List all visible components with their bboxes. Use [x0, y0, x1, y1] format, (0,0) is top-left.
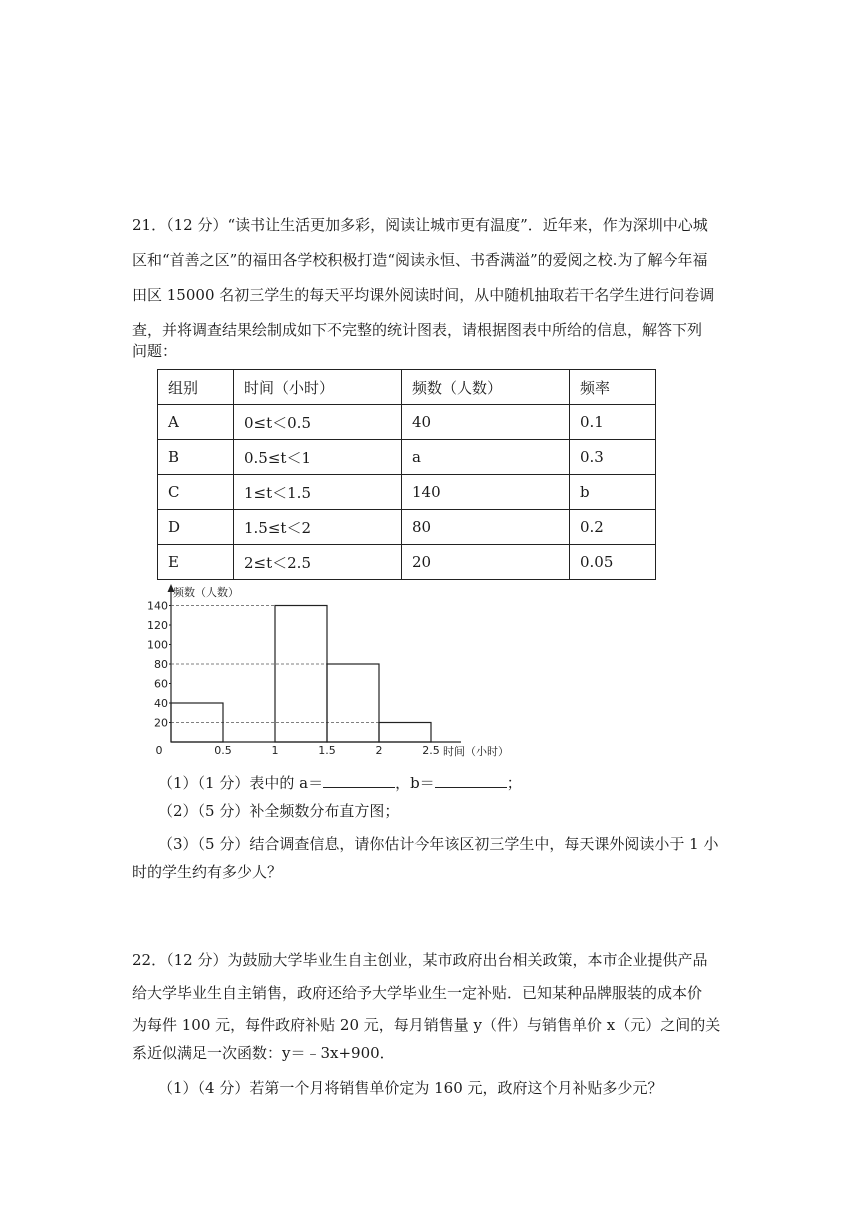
q21-line-4: 查，并将调查结果绘制成如下不完整的统计图表，请根据图表中所给的信息，解答下列: [132, 321, 703, 339]
x-tick-label: 1: [271, 744, 279, 757]
table-cell: 0.1: [570, 405, 656, 440]
table-cell: 0≤t＜0.5: [234, 405, 402, 440]
table-header-cell: 时间（小时）: [234, 370, 402, 405]
x-axis-title: 时间（小时）: [443, 745, 509, 758]
answer-blank-b[interactable]: [435, 773, 507, 788]
y-tick-label: 20: [154, 716, 168, 730]
q22-line-3: 为每件 100 元，每件政府补贴 20 元，每月销售量 y（件）与销售单价 x（元）之间的关: [132, 1016, 721, 1034]
y-tick-label: 40: [154, 697, 168, 710]
x-tick-label: 2: [375, 744, 383, 757]
histogram-labels: [147, 585, 509, 758]
table-cell: 0.3: [570, 440, 656, 475]
table-cell: E: [158, 545, 234, 580]
q21-sub1-text-a: （1）（1 分）表中的 a＝: [158, 774, 324, 792]
histogram-axes: [168, 584, 462, 742]
q21-sub1: [158, 773, 522, 793]
q21-line-5: 问题：: [132, 342, 178, 360]
table-cell: 40: [402, 405, 570, 440]
q21-line-1: 21．（12 分）“读书让生活更加多彩，阅读让城市更有温度”．近年来，作为深圳中心城: [132, 216, 708, 234]
table-cell: 80: [402, 510, 570, 545]
x-tick-label: 0: [155, 744, 163, 757]
histogram-bars: [171, 606, 431, 743]
y-tick-label: 120: [147, 619, 168, 632]
x-tick-label: 0.5: [214, 744, 232, 757]
table-header-cell: 频率: [570, 370, 656, 405]
histogram-bar: [327, 664, 379, 742]
y-tick-label: 140: [147, 599, 168, 613]
q21-sub1-text-b: ，b＝: [395, 774, 435, 792]
table-cell: 1≤t＜1.5: [234, 475, 402, 510]
x-tick-label: 1.5: [318, 744, 336, 757]
q22-line-2: 给大学毕业生自主销售，政府还给予大学毕业生一定补贴．已知某种品牌服装的成本价: [132, 984, 703, 1002]
table-cell: A: [158, 405, 234, 440]
answer-blank-a[interactable]: [323, 773, 395, 788]
table-cell: 0.2: [570, 510, 656, 545]
histogram-bar: [275, 606, 327, 743]
table-cell: b: [570, 475, 656, 510]
q21-sub1-text-c: ；: [506, 774, 522, 792]
x-tick-label: 2.5: [422, 744, 440, 757]
y-axis-title: 频数（人数）: [173, 586, 239, 599]
y-tick-label: 80: [154, 658, 168, 671]
table-row: [158, 475, 656, 510]
q21-sub2: （2）（5 分）补全频数分布直方图；: [158, 802, 400, 820]
table-cell: 140: [402, 475, 570, 510]
q21-line-2: 区和“首善之区”的福田各学校积极打造“阅读永恒、书香满溢”的爱阅之校.为了解今年福: [132, 251, 708, 269]
table-cell: B: [158, 440, 234, 475]
table-header-row: [158, 370, 656, 405]
table-row: [158, 440, 656, 475]
table-cell: 20: [402, 545, 570, 580]
table-row: [158, 510, 656, 545]
q21-sub3-line-2: 时的学生约有多少人？: [132, 863, 283, 881]
table-header-cell: 组别: [158, 370, 234, 405]
table-header-cell: 频数（人数）: [402, 370, 570, 405]
q21-line-3: 田区 15000 名初三学生的每天平均课外阅读时间，从中随机抽取若干名学生进行问卷调: [132, 286, 715, 304]
q22-line-1: 22．（12 分）为鼓励大学毕业生自主创业，某市政府出台相关政策，本市企业提供产品: [132, 951, 708, 969]
table-row: [158, 405, 656, 440]
table-cell: a: [402, 440, 570, 475]
frequency-table: [157, 369, 656, 580]
q22-sub1: （1）（4 分）若第一个月将销售单价定为 160 元，政府这个月补贴多少元？: [158, 1079, 663, 1097]
y-tick-label: 100: [147, 638, 168, 652]
histogram-bar: [379, 723, 431, 743]
table-cell: 0.05: [570, 545, 656, 580]
table-cell: 2≤t＜2.5: [234, 545, 402, 580]
y-tick-label: 60: [154, 677, 168, 691]
q22-line-4: 系近似满足一次函数：y＝﹣3x+900．: [132, 1044, 395, 1062]
table-row: [158, 545, 656, 580]
table-cell: D: [158, 510, 234, 545]
table-cell: 0.5≤t＜1: [234, 440, 402, 475]
table-cell: C: [158, 475, 234, 510]
q21-sub3-line-1: （3）（5 分）结合调查信息，请你估计今年该区初三学生中，每天课外阅读小于 1 小: [158, 835, 719, 853]
frequency-histogram: [140, 580, 509, 760]
table-cell: 1.5≤t＜2: [234, 510, 402, 545]
